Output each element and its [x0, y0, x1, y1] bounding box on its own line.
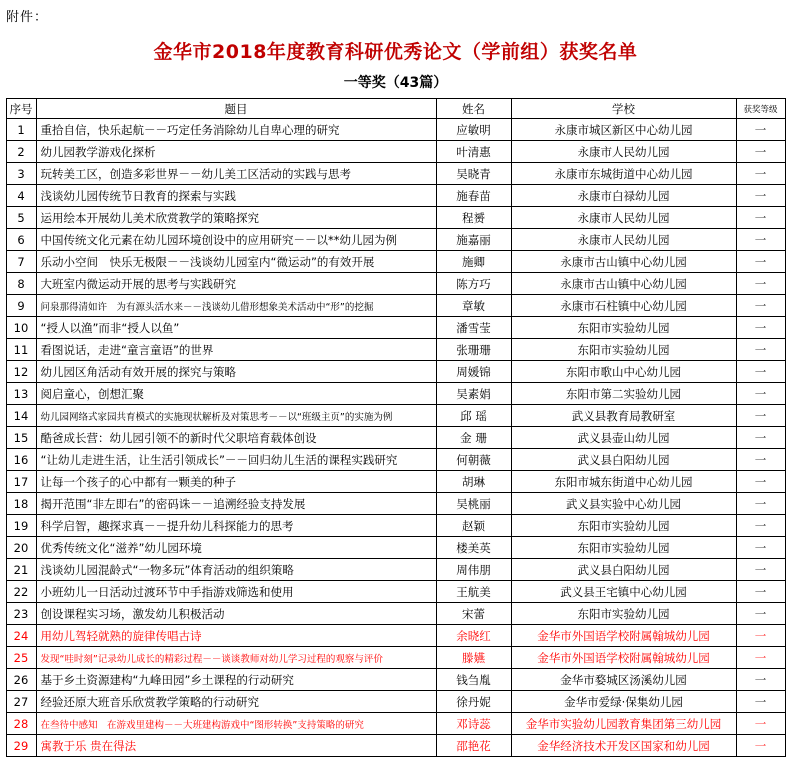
cell-award: 一 [736, 493, 785, 515]
cell-name: 赵颖 [436, 515, 511, 537]
table-row [6, 427, 785, 449]
cell-award: 一 [736, 647, 785, 669]
cell-award: 一 [736, 691, 785, 713]
cell-no: 29 [6, 735, 36, 757]
cell-no: 17 [6, 471, 36, 493]
column-header-no: 序号 [6, 99, 36, 119]
table-row [6, 273, 785, 295]
cell-title: 浅谈幼儿园混龄式“一物多玩”体育活动的组织策略 [36, 559, 436, 581]
table-row [6, 251, 785, 273]
cell-school: 金华市婺城区汤溪幼儿园 [511, 669, 736, 691]
cell-title: 中国传统文化元素在幼儿园环境创设中的应用研究－－以**幼儿园为例 [36, 229, 436, 251]
cell-no: 5 [6, 207, 36, 229]
cell-award: 一 [736, 273, 785, 295]
cell-title: 揭开范围“非左即右”的密码诛－－追溯经验支持发展 [36, 493, 436, 515]
cell-title: 发现“哇时刻”记录幼儿成长的精彩过程－－谈谈教师对幼儿学习过程的观察与评价 [36, 647, 436, 669]
cell-no: 14 [6, 405, 36, 427]
cell-name: 吴晓青 [436, 163, 511, 185]
cell-name: 徐丹妮 [436, 691, 511, 713]
cell-school: 金华经济技术开发区国家和幼儿园 [511, 735, 736, 757]
cell-name: 胡琳 [436, 471, 511, 493]
table-row [6, 229, 785, 251]
cell-school: 永康市古山镇中心幼儿园 [511, 251, 736, 273]
cell-award: 一 [736, 229, 785, 251]
cell-award: 一 [736, 449, 785, 471]
cell-title: 寓教于乐 贵在得法 [36, 735, 436, 757]
table-row [6, 735, 785, 757]
cell-name: 张珊珊 [436, 339, 511, 361]
table-row [6, 317, 785, 339]
table-row [6, 471, 785, 493]
cell-award: 一 [736, 669, 785, 691]
cell-no: 10 [6, 317, 36, 339]
cell-school: 永康市白禄幼儿园 [511, 185, 736, 207]
table-row [6, 405, 785, 427]
cell-no: 19 [6, 515, 36, 537]
cell-award: 一 [736, 405, 785, 427]
cell-name: 程赟 [436, 207, 511, 229]
cell-name: 宋蕾 [436, 603, 511, 625]
table-row [6, 493, 785, 515]
cell-school: 永康市人民幼儿园 [511, 141, 736, 163]
cell-no: 3 [6, 163, 36, 185]
cell-name: 施卿 [436, 251, 511, 273]
column-header-name: 姓名 [436, 99, 511, 119]
table-row [6, 691, 785, 713]
cell-award: 一 [736, 625, 785, 647]
table-row [6, 515, 785, 537]
cell-name: 施嘉丽 [436, 229, 511, 251]
cell-title: 创设课程实习场，激发幼儿积极活动 [36, 603, 436, 625]
cell-no: 9 [6, 295, 36, 317]
cell-name: 章敏 [436, 295, 511, 317]
cell-school: 永康市东城街道中心幼儿园 [511, 163, 736, 185]
cell-name: 邓诗蕊 [436, 713, 511, 735]
cell-award: 一 [736, 735, 785, 757]
cell-school: 金华市爱绿·保集幼儿园 [511, 691, 736, 713]
cell-award: 一 [736, 141, 785, 163]
page-title: 金华市2018年度教育科研优秀论文（学前组）获奖名单 [153, 41, 638, 63]
cell-no: 27 [6, 691, 36, 713]
cell-name: 王航美 [436, 581, 511, 603]
cell-award: 一 [736, 119, 785, 141]
cell-school: 金华市外国语学校附属翰城幼儿园 [511, 625, 736, 647]
cell-school: 武义县白阳幼儿园 [511, 559, 736, 581]
cell-name: 潘雪莹 [436, 317, 511, 339]
table-row [6, 647, 785, 669]
table-row [6, 581, 785, 603]
cell-title: 问泉那得清如许 为有源头活水来－－浅谈幼儿借形想象美术活动中“形”的挖掘 [36, 295, 436, 317]
cell-school: 永康市人民幼儿园 [511, 229, 736, 251]
table-row [6, 383, 785, 405]
cell-title: 重拾自信，快乐起航－－巧定任务消除幼儿自卑心理的研究 [36, 119, 436, 141]
cell-name: 叶清惠 [436, 141, 511, 163]
cell-name: 何朝薇 [436, 449, 511, 471]
cell-award: 一 [736, 515, 785, 537]
cell-no: 7 [6, 251, 36, 273]
cell-award: 一 [736, 361, 785, 383]
cell-award: 一 [736, 383, 785, 405]
cell-title: 玩转美工区，创造多彩世界－－幼儿美工区活动的实践与思考 [36, 163, 436, 185]
cell-title: 经验还原大班音乐欣赏教学策略的行动研究 [36, 691, 436, 713]
award-list-table [6, 98, 786, 757]
cell-title: 幼儿园网络式家园共育模式的实施现状解析及对策思考－－以“班级主页”的实施为例 [36, 405, 436, 427]
cell-school: 金华市实验幼儿园教育集团第三幼儿园 [511, 713, 736, 735]
cell-school: 永康市古山镇中心幼儿园 [511, 273, 736, 295]
table-row [6, 669, 785, 691]
cell-title: 看图说话，走进“童言童语”的世界 [36, 339, 436, 361]
cell-school: 东阳市第二实验幼儿园 [511, 383, 736, 405]
table-row [6, 119, 785, 141]
cell-name: 钱刍胤 [436, 669, 511, 691]
cell-title: 酷爸成长营：幼儿园引领不的新时代父职培育载体创设 [36, 427, 436, 449]
cell-school: 武义县实验中心幼儿园 [511, 493, 736, 515]
table-row [6, 713, 785, 735]
cell-school: 武义县白阳幼儿园 [511, 449, 736, 471]
cell-name: 吴素娟 [436, 383, 511, 405]
cell-no: 26 [6, 669, 36, 691]
cell-award: 一 [736, 471, 785, 493]
cell-school: 永康市城区新区中心幼儿园 [511, 119, 736, 141]
cell-no: 20 [6, 537, 36, 559]
cell-name: 邱 瑶 [436, 405, 511, 427]
cell-title: 浅谈幼儿园传统节日教育的探索与实践 [36, 185, 436, 207]
cell-school: 东阳市歌山中心幼儿园 [511, 361, 736, 383]
cell-school: 东阳市实验幼儿园 [511, 515, 736, 537]
cell-no: 16 [6, 449, 36, 471]
cell-award: 一 [736, 207, 785, 229]
cell-no: 13 [6, 383, 36, 405]
table-row [6, 295, 785, 317]
cell-name: 周伟朋 [436, 559, 511, 581]
cell-name: 吴桃丽 [436, 493, 511, 515]
table-row [6, 141, 785, 163]
cell-school: 武义县教育局教研室 [511, 405, 736, 427]
table-row [6, 207, 785, 229]
cell-award: 一 [736, 339, 785, 361]
cell-title: 小班幼儿一日活动过渡环节中手指游戏筛选和使用 [36, 581, 436, 603]
cell-school: 永康市石柱镇中心幼儿园 [511, 295, 736, 317]
cell-name: 滕嬿 [436, 647, 511, 669]
cell-title: 让每一个孩子的心中都有一颗美的种子 [36, 471, 436, 493]
cell-no: 21 [6, 559, 36, 581]
column-header-title: 题目 [36, 99, 436, 119]
cell-award: 一 [736, 559, 785, 581]
cell-school: 永康市人民幼儿园 [511, 207, 736, 229]
cell-award: 一 [736, 251, 785, 273]
cell-school: 东阳市城东街道中心幼儿园 [511, 471, 736, 493]
table-row [6, 625, 785, 647]
table-row [6, 339, 785, 361]
cell-title: 科学启智，趣探求真－－提升幼儿科探能力的思考 [36, 515, 436, 537]
table-row [6, 537, 785, 559]
cell-school: 东阳市实验幼儿园 [511, 339, 736, 361]
cell-no: 18 [6, 493, 36, 515]
table-body [6, 119, 785, 757]
cell-title: 阅启童心，创想汇聚 [36, 383, 436, 405]
cell-no: 28 [6, 713, 36, 735]
cell-no: 2 [6, 141, 36, 163]
cell-award: 一 [736, 603, 785, 625]
cell-name: 邵艳花 [436, 735, 511, 757]
table-row [6, 449, 785, 471]
cell-no: 15 [6, 427, 36, 449]
cell-name: 金 珊 [436, 427, 511, 449]
cell-award: 一 [736, 317, 785, 339]
table-row [6, 163, 785, 185]
table-row [6, 361, 785, 383]
cell-name: 楼美英 [436, 537, 511, 559]
cell-name: 余晓红 [436, 625, 511, 647]
cell-title: 运用绘本开展幼儿美术欣赏教学的策略探究 [36, 207, 436, 229]
cell-title: “让幼儿走进生活，让生活引领成长”－－回归幼儿生活的课程实践研究 [36, 449, 436, 471]
cell-no: 4 [6, 185, 36, 207]
cell-award: 一 [736, 713, 785, 735]
column-header-award: 获奖等级 [736, 99, 785, 119]
cell-no: 25 [6, 647, 36, 669]
cell-no: 24 [6, 625, 36, 647]
cell-no: 6 [6, 229, 36, 251]
cell-name: 周媛锦 [436, 361, 511, 383]
cell-award: 一 [736, 295, 785, 317]
cell-award: 一 [736, 537, 785, 559]
table-row [6, 603, 785, 625]
cell-title: 幼儿园区角活动有效开展的探究与策略 [36, 361, 436, 383]
cell-school: 武义县壶山幼儿园 [511, 427, 736, 449]
cell-title: 优秀传统文化“滋养”幼儿园环境 [36, 537, 436, 559]
cell-no: 11 [6, 339, 36, 361]
award-section-subtitle: 一等奖（43篇） [343, 75, 448, 91]
cell-title: 用幼儿驾轻就熟的旋律传唱古诗 [36, 625, 436, 647]
cell-name: 施春苗 [436, 185, 511, 207]
table-header-row [6, 99, 785, 119]
cell-title: 大班室内微运动开展的思考与实践研究 [36, 273, 436, 295]
cell-school: 东阳市实验幼儿园 [511, 317, 736, 339]
cell-award: 一 [736, 185, 785, 207]
table-row [6, 185, 785, 207]
cell-title: 基于乡土资源建构“九峰田园”乡土课程的行动研究 [36, 669, 436, 691]
cell-school: 东阳市实验幼儿园 [511, 603, 736, 625]
cell-no: 1 [6, 119, 36, 141]
cell-award: 一 [736, 581, 785, 603]
cell-school: 东阳市实验幼儿园 [511, 537, 736, 559]
table-row [6, 559, 785, 581]
cell-no: 22 [6, 581, 36, 603]
cell-title: 乐动小空间 快乐无极限－－浅谈幼儿园室内“微运动”的有效开展 [36, 251, 436, 273]
cell-award: 一 [736, 427, 785, 449]
cell-title: 幼儿园教学游戏化探析 [36, 141, 436, 163]
cell-no: 8 [6, 273, 36, 295]
cell-school: 金华市外国语学校附属翰城幼儿园 [511, 647, 736, 669]
cell-title: “授人以渔”而非“授人以鱼” [36, 317, 436, 339]
cell-name: 应敏明 [436, 119, 511, 141]
cell-award: 一 [736, 163, 785, 185]
cell-name: 陈方巧 [436, 273, 511, 295]
column-header-school: 学校 [511, 99, 736, 119]
cell-school: 武义县王宅镇中心幼儿园 [511, 581, 736, 603]
cell-no: 12 [6, 361, 36, 383]
cell-no: 23 [6, 603, 36, 625]
attachment-label: 附件： [6, 10, 49, 25]
cell-title: 在叁待中感知 在游戏里建构－－大班建构游戏中“图形转换”支持策略的研究 [36, 713, 436, 735]
